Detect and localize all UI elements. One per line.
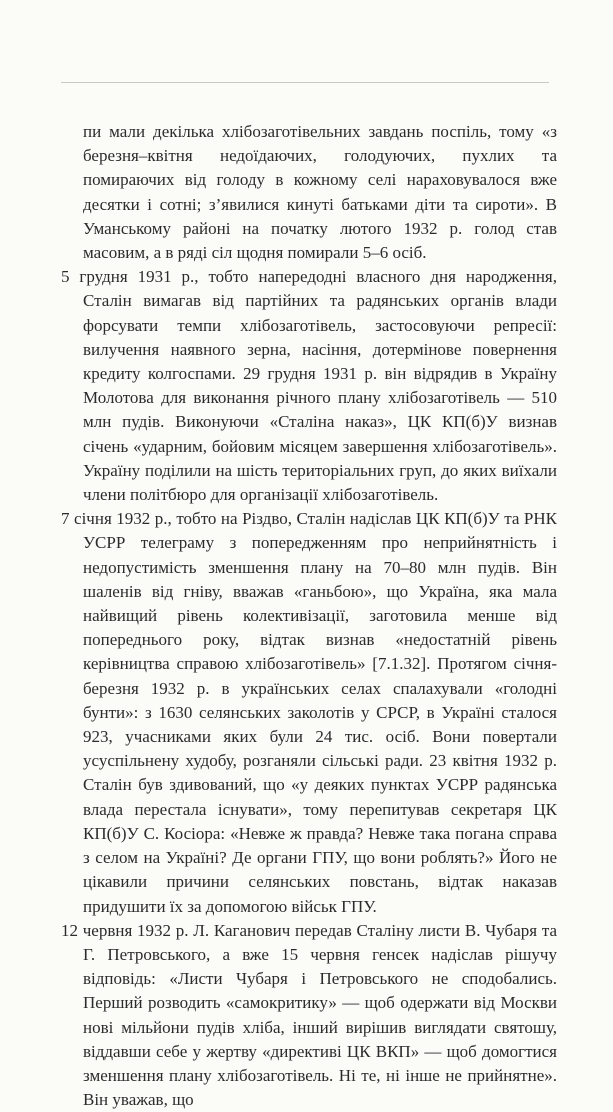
- paragraph-entry-dec-5-1931: 5 грудня 1931 р., тобто напередодні власного дня народження, Сталін вимагав від партійних та радянських органів влади форсувати темпи хлібозаготівель, застосовуючи репресії: вилучення наявного зерна, насіння, дотермінове повернення кредиту колгоспами. 29 грудня 1931 р. він відрядив в Україну Молотова для виконання річного плану хлібозаготівель — 510 млн пудів. Виконуючи «Сталіна наказ», ЦК КП(б)У визнав січень «ударним, бойовим місяцем завершення хлібозаготівель». Україну поділили на шість територіальних груп, до яких виїхали члени політбюро для організації хлібозаготівель.: [61, 267, 557, 505]
- paragraph-entry-jan-7-1932: 7 січня 1932 р., тобто на Різдво, Сталін надіслав ЦК КП(б)У та РНК УСРР телеграму з попередженням про неприйнятність і недопустимість зменшення плану на 70–80 млн пудів. Він шаленів від гніву, вважав «ганьбою», що Україна, яка мала найвищий рівень колективізації, заготовила менше від попереднього року, відтак визнав «недостатній рівень керівництва справою хлібозаготівель» [7.1.32]. Протягом січня-березня 1932 р. в українських селах спалахували «голодні бунти»: з 1630 селянських заколотів у СРСР, в Україні сталося 923, учасниками яких були 24 тис. осіб. Вони повертали усуспільнену худобу, розганяли сільські ради. 23 квітня 1932 р. Сталін був здивований, що «у деяких пунктах УСРР радянська влада перестала існувати», тому перепитував секретаря ЦК КП(б)У С. Косіора: «Невже ж правда? Невже така погана справа з селом на Україні? Де органи ГПУ, що вони роблять?» Його не цікавили причини селянських повстань, відтак наказав придушити їх за допомогою військ ГПУ.: [61, 509, 557, 916]
- header-rule: [61, 82, 549, 83]
- paragraph-continuation: пи мали декілька хлібозаготівельних завдань поспіль, тому «з березня–квітня недоїдаючих, голодуючих, пухлих та помираючих від голоду в кожному селі нараховувалося вже десятки і сотні; з’явилися кинуті батьками діти та сироти». В Уманському районі на початку лютого 1932 р. голод став масовим, а в ряді сіл щодня помирали 5–6 осіб.: [83, 122, 557, 263]
- page-body: [61, 120, 557, 1112]
- paragraph-entry-jun-12-1932: 12 червня 1932 р. Л. Каганович передав Сталіну листи В. Чубаря та Г. Петровського, а вже 15 червня генсек надіслав рішучу відповідь: «Листи Чубаря і Петровського не сподобались. Перший розводить «самокритику» — щоб одержати від Москви нові мільйони пудів хліба, інший вирішив виглядати святошу, віддавши себе у жертву «директиві ЦК ВКП» — щоб домогтися зменшення плану хлібозаготівель. Ні те, ні інше не прийнятне». Він уважав, що: [61, 920, 557, 1110]
